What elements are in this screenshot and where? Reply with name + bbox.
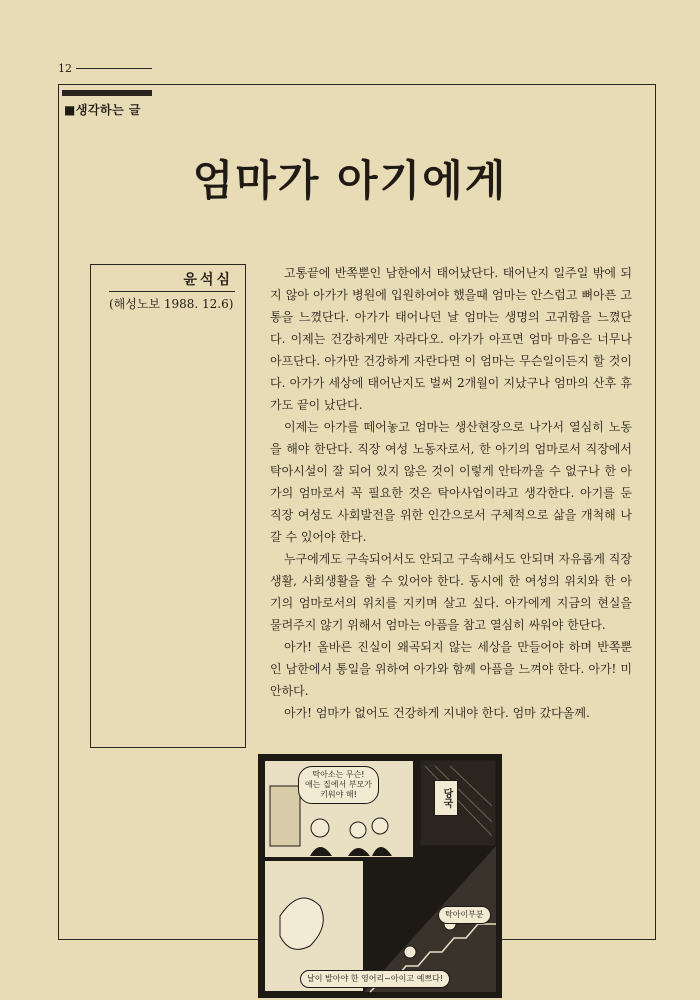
cartoon-illustration — [258, 754, 502, 998]
section-bar — [62, 90, 152, 96]
authority-sign: 당국 — [434, 780, 458, 816]
author-name: 윤석심 — [183, 272, 233, 288]
paragraph: 아가! 엄마가 없어도 건강하게 지내야 한다. 엄마 갔다올께. — [284, 706, 590, 720]
page-number: 12 — [58, 62, 72, 75]
section-label: ■생각하는 글 — [64, 103, 141, 117]
author-box — [90, 264, 246, 748]
speech-bubble: 탁아소는 무슨! 애는 집에서 부모가 키워야 해! — [298, 766, 379, 804]
header-rule — [76, 68, 152, 69]
paragraph: 아가! 올바른 진실이 왜곡되지 않는 세상을 만들어야 하며 반쪽뿐인 남한에서 통일을 위하여 아가와 함께 아픔을 느껴야 한다. 아가! 미안하다. — [270, 640, 632, 698]
paragraph: 이제는 아가를 떼어놓고 엄마는 생산현장으로 나가서 열심히 노동을 해야 한단다. 직장 여성 노동자로서, 한 아기의 엄마로서 직장에서 탁아시설이 잘 되어 있지 않은 것이 이렇게 안타까울 수 없구나 한 아가의 엄마로서 꼭 필요한 것은 탁아사업이라고 생각한다. 아기를 둔 직장 여성도 사회발전을 위한 인간으로서 구체적으로 삶을 개척해 나갈 수 있어야 한다. — [270, 420, 632, 544]
cartoon-drawing — [260, 756, 500, 996]
paragraph: 고통끝에 반쪽뿐인 남한에서 태어났단다. 태어난지 일주일 밖에 되지 않아 아가가 병원에 입원하여야 했을때 엄마는 안스럽고 뼈아픈 고통을 느꼈단다. 아가가 태어나던 날 엄마는 생명의 고귀함을 느꼈단다. 이제는 건강하게만 자라다오. 아가가 아프면 엄마 마음은 너무나 아프단다. 아가만 건강하게 자란다면 이 엄마는 무슨일이든지 할 것이다. 아가가 세상에 태어난지도 벌써 2개월이 지났구나 엄마의 산후 휴가도 끝이 났단다. — [270, 266, 632, 412]
article-title: 엄마가 아기에게 — [192, 156, 508, 205]
author-rule — [109, 291, 235, 292]
article-body — [270, 262, 632, 724]
bottom-bubble: 날이 발아야 한 영어리~아이고 예쁘다! — [300, 970, 450, 988]
paragraph: 누구에게도 구속되어서도 안되고 구속해서도 안되며 자유롭게 직장생활, 사회생활을 할 수 있어야 한다. 동시에 한 여성의 위치와 한 아기의 엄마로서의 위치를 지키며 살고 싶다. 아가에게 지금의 현실을 물려주지 않기 위해서 엄마는 아픔을 참고 열심히 싸워야 한단다. — [270, 552, 632, 632]
author-source: (해성노보 1988. 12.6) — [109, 297, 234, 311]
caption-bubble: 탁아이부분 — [438, 906, 491, 924]
